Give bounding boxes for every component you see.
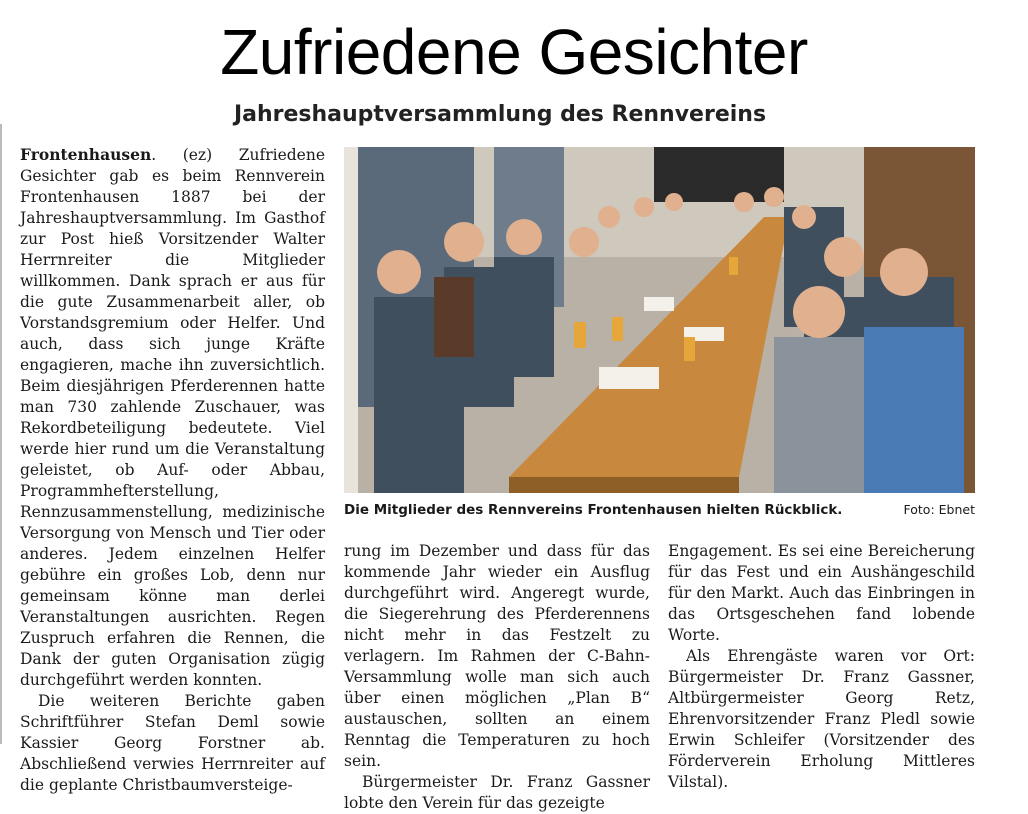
paragraph-6: Als Ehrengäste waren vor Ort: Bürgermeister Dr. Franz Gassner, Altbürgermeister Georg Retz, Ehrenvorsitzender Franz Pledl sowie Erwin Schleifer (Vorsitzender des Förderverein Erholung Mittleres Vilstal).: [668, 647, 975, 791]
photo-credit: Foto: Ebnet: [903, 502, 975, 517]
caption-text: Die Mitglieder des Rennvereins Frontenhausen hielten Rückblick.: [344, 502, 843, 518]
paragraph-5: Engagement. Es sei eine Bereicherung für das Fest und ein Aushängeschild für den Markt. Auch das Einbringen in das Ortsgeschehen fand lobende Worte.: [668, 542, 975, 644]
article-column-1: [20, 144, 325, 796]
paragraph-1: [20, 144, 325, 691]
photo-caption: [344, 500, 975, 520]
headline: Zufriedene Gesichter: [220, 16, 808, 88]
paragraph-2: Die weiteren Berichte gaben Schriftführer Stefan Deml sowie Kassier Georg Forstner ab. Abschließend verwies Herrnreiter auf die geplante Christbaumversteige-: [20, 692, 325, 794]
article-column-3: [668, 541, 975, 793]
column-rule: [0, 124, 2, 744]
paragraph-3: rung im Dezember und dass für das kommende Jahr wieder ein Ausflug durchgeführt wird. Angeregt wurde, die Siegerehrung des Pferderennens nicht mehr in das Festzelt zu verlagern. Im Rahmen der C-Bahn-Versammlung wolle man sich auch über einen möglichen „Plan B“ austauschen, sollten an einem Renntag die Temperaturen zu hoch sein.: [344, 542, 650, 770]
photo-illustration: [344, 147, 975, 493]
article-column-2: [344, 541, 650, 814]
subheadline: Jahreshauptversammlung des Rennvereins: [233, 102, 767, 127]
dateline-place: Frontenhausen: [20, 145, 152, 164]
paragraph-4: Bürgermeister Dr. Franz Gassner lobte den Verein für das gezeigte: [344, 773, 650, 812]
group-photo: [344, 147, 975, 493]
paragraph-1-text: . (ez) Zufriedene Gesichter gab es beim Rennverein Frontenhausen 1887 bei der Jahreshauptversammlung. Im Gasthof zur Post hieß Vorsitzender Walter Herrnreiter die Mitglieder willkommen. Dank sprach er aus für die gute Zusammenarbeit aller, ob Vorstandsgremium oder Helfer. Und auch, dass sich junge Kräfte engagieren, mache ihn zuversichtlich. Beim diesjährigen Pferderennen hatte man 730 zahlende Zuschauer, was Rekordbeteiligung bedeutete. Viel werde hier rund um die Veranstaltung geleistet, ob Auf- oder Abbau, Programmhefterstellung, Rennzusammenstellung, medizinische Versorgung von Mensch und Tier oder anderes. Jedem einzelnen Helfer gebühre ein großes Lob, denn nur gemeinsam könne man derlei Veranstaltungen ausrichten. Regen Zuspruch erfahren die Rennen, die Dank der guten Organisation zügig durchgeführt werden konnten.: [20, 146, 325, 689]
